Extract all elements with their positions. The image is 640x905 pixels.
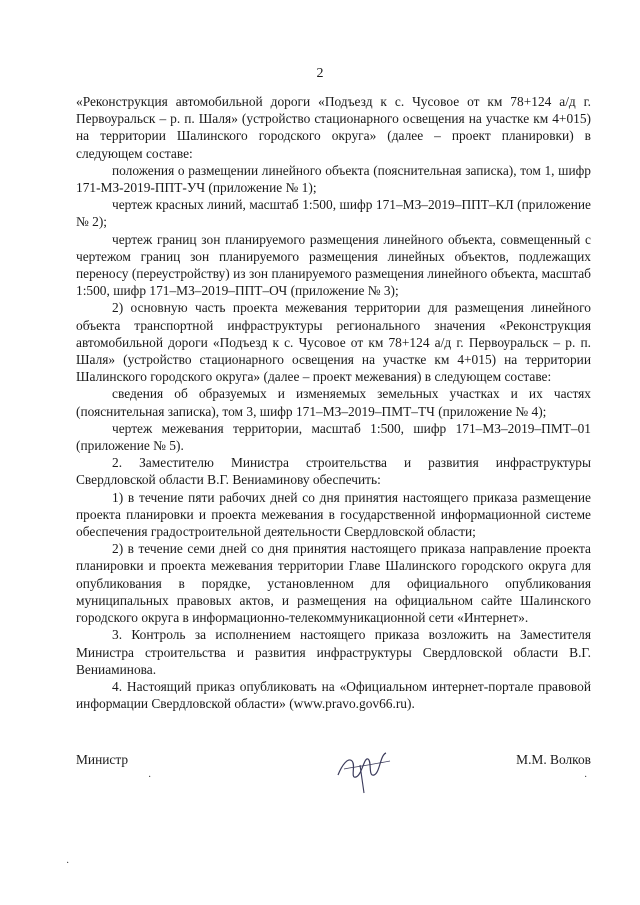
paragraph-item: 1) в течение пяти рабочих дней со дня принятия настоящего приказа размещение проекта планировки и проекта межевания в государственной информационной системе обеспечения градостроительной деятельности Свердловской области; (76, 489, 591, 540)
scan-speck: · (584, 772, 588, 783)
paragraph-section: 4. Настоящий приказ опубликовать на «Официальном интернет-портале правовой информации Свердловской области» (www.pravo.gov66.ru). (76, 678, 591, 712)
page-number: 2 (316, 66, 324, 81)
paragraph-item: чертеж границ зон планируемого размещения линейного объекта, совмещенный с чертежом границ зон планируемого размещения линейных объектов, подлежащих переносу (переустройству) из зон планируемого размещения линейного объекта, масштаб 1:500, шифр 171–МЗ–2019–ППТ–ОЧ (приложение № 3); (76, 231, 591, 299)
signatory-title: Министр (76, 752, 129, 767)
paragraph-item: чертеж межевания территории, масштаб 1:500, шифр 171–МЗ–2019–ПМТ–01 (приложение № 5). (76, 420, 591, 454)
paragraph-item: 2) основную часть проекта межевания территории для размещения линейного объекта транспортной инфраструктуры регионального значения «Реконструкция автомобильной дороги «Подъезд к с. Чусовое от км 78+124 а/д г. Первоуральск – р. п. Шаля» (устройство стационарного освещения на участке км 4+015) на территории Шалинского городского округа» (далее – проект межевания) в следующем составе: (76, 300, 591, 385)
document-body (76, 93, 591, 712)
paragraph-section: 3. Контроль за исполнением настоящего приказа возложить на Заместителя Министра строительства и развития инфраструктуры Свердловской области В.Г. Вениаминова. (76, 627, 591, 677)
paragraph-item: чертеж красных линий, масштаб 1:500, шифр 171–МЗ–2019–ППТ–КЛ (приложение № 2); (76, 197, 591, 230)
paragraph-item: сведения об образуемых и изменяемых земельных участках и их частях (пояснительная записка), том 3, шифр 171–МЗ–2019–ПМТ–ТЧ (приложение № 4); (76, 386, 591, 419)
scan-speck: · (148, 772, 152, 783)
scan-speck: · (66, 858, 70, 869)
paragraph-section: 2. Заместителю Министра строительства и развития инфраструктуры Свердловской области В.Г. Вениаминову обеспечить: (76, 455, 591, 488)
paragraph-item: 2) в течение семи дней со дня принятия настоящего приказа направление проекта планировки и проекта межевания территории Главе Шалинского городского округа для опубликования в порядке, установленном для официального опубликования муниципальных правовых актов, и размещения на официальном сайте Шалинского городского округа в информационно-телекоммуникационной сети «Интернет». (76, 541, 591, 626)
paragraph-project-title: «Реконструкция автомобильной дороги «Подъезд к с. Чусовое от км 78+124 а/д г. Первоуральск – р. п. Шаля» (устройство стационарного освещения на участке км 4+015) на территории Шалинского городского округа» (далее – проект планировки) в следующем составе: (76, 94, 591, 161)
handwritten-signature (330, 735, 400, 795)
signatory-name: М.М. Волков (516, 752, 591, 767)
paragraph-item: положения о размещении линейного объекта (пояснительная записка), том 1, шифр 171-МЗ-2019-ППТ-УЧ (приложение № 1); (76, 162, 591, 196)
